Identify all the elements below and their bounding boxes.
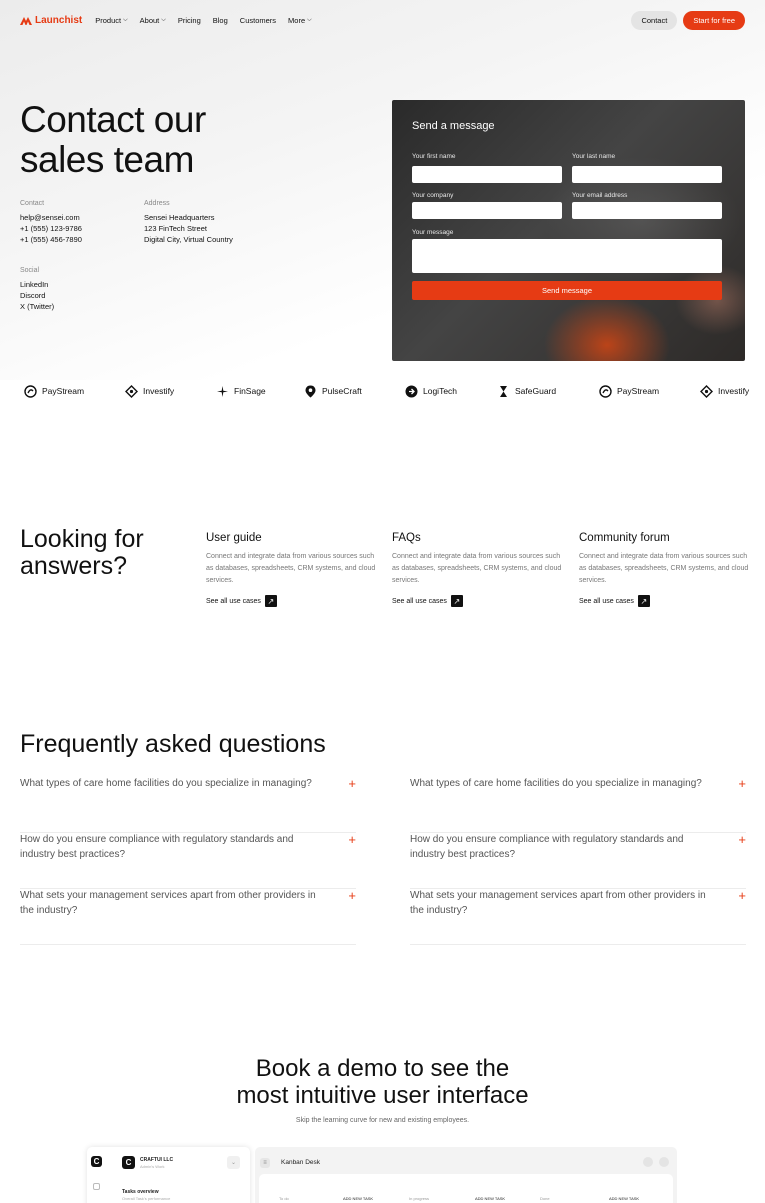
message-label: Your message (412, 229, 454, 236)
plus-icon: + (738, 776, 746, 791)
answers-title-line2: answers? (20, 552, 127, 580)
plus-icon: + (738, 888, 746, 903)
pulsecraft-icon (304, 385, 317, 398)
address-line-3: Digital City, Virtual Country (144, 235, 233, 244)
add-task-button[interactable]: ADD NEW TASK (343, 1196, 374, 1201)
last-name-label: Your last name (572, 153, 616, 160)
craftui-logo-icon: C (91, 1156, 102, 1167)
faq-item[interactable] (410, 889, 746, 945)
launchist-logo-icon (20, 16, 32, 25)
preview-company-sub: Admin’s Work (140, 1164, 165, 1169)
nav-actions (631, 11, 745, 30)
finsage-icon (216, 385, 229, 398)
demo-subtitle: Skip the learning curve for new and existing employees. (295, 1117, 470, 1124)
faq-title: Frequently asked questions (20, 730, 326, 758)
page-title-line1: Contact our (20, 99, 206, 140)
nav-item-blog[interactable]: Blog (212, 15, 228, 25)
faq-question: What sets your management services apart from other providers in the industry? (20, 890, 316, 916)
contact-phone-2[interactable]: +1 (555) 456-7890 (20, 235, 82, 244)
nav-item-about[interactable]: About ⌵ (139, 15, 166, 25)
logo-paystream: PayStream (24, 380, 84, 402)
link-label: See all use cases (392, 597, 447, 605)
preview-tasks-sub: Overall Task’s performance (122, 1196, 171, 1201)
add-task-button[interactable]: ADD NEW TASK (609, 1196, 640, 1201)
company-label: Your company (412, 192, 454, 199)
contact-button[interactable]: Contact (631, 11, 677, 30)
answer-card-user-guide (206, 532, 376, 607)
faq-item[interactable] (20, 777, 356, 833)
social-label: Social (20, 267, 40, 274)
message-field[interactable] (412, 239, 722, 273)
faq-question: How do you ensure compliance with regulatory standards and industry best practices? (410, 834, 684, 860)
address-info (144, 200, 274, 245)
paystream-icon (599, 385, 612, 398)
preview-kanban-title: Kanban Desk (281, 1159, 321, 1166)
camera-icon (93, 1183, 100, 1190)
plus-icon: + (348, 776, 356, 791)
contact-phone-1[interactable]: +1 (555) 123-9786 (20, 224, 82, 233)
contact-label: Contact (20, 200, 45, 207)
see-all-use-cases-link[interactable] (392, 595, 562, 607)
send-message-button[interactable]: Send message (412, 281, 722, 300)
answer-card-faqs (392, 532, 562, 607)
arrow-up-right-icon: ↗ (265, 595, 277, 607)
faq-question: How do you ensure compliance with regulatory standards and industry best practices? (20, 834, 294, 860)
answers-title (20, 526, 144, 580)
contact-form (392, 100, 745, 361)
faq-item[interactable] (410, 833, 746, 889)
settings-icon (643, 1157, 653, 1167)
start-for-free-button[interactable]: Start for free (683, 11, 745, 30)
logo-logitech: LogiTech (405, 380, 457, 402)
nav-item-more[interactable]: More ⌵ (288, 15, 312, 25)
answer-card-description: Connect and integrate data from various sources such as databases, spreadsheets, CRM systems, and cloud services. (392, 553, 562, 584)
arrow-up-right-icon: ↗ (638, 595, 650, 607)
plus-icon: + (348, 888, 356, 903)
email-label: Your email address (572, 192, 628, 199)
logitech-icon (405, 385, 418, 398)
logo-finsage: FinSage (216, 380, 266, 402)
link-label: See all use cases (206, 597, 261, 605)
page-title (20, 100, 350, 180)
logo-investify-2: Investify (700, 380, 749, 402)
chevron-down-icon: ⌵ (123, 16, 128, 23)
notification-icon (659, 1157, 669, 1167)
plus-icon: + (738, 832, 746, 847)
social-link-linkedin[interactable]: LinkedIn (20, 280, 49, 289)
logo-paystream-2: PayStream (599, 380, 659, 402)
chevron-down-icon[interactable]: ⌄ (227, 1156, 240, 1169)
logo-investify: Investify (125, 380, 174, 402)
see-all-use-cases-link[interactable] (579, 595, 749, 607)
answer-card-title: User guide (206, 532, 262, 544)
nav-item-pricing[interactable]: Pricing (177, 15, 201, 25)
top-nav (20, 10, 745, 30)
demo-title (0, 1055, 765, 1109)
brand-logo[interactable] (20, 15, 82, 26)
kanban-col-in-progress: In progress (409, 1196, 430, 1201)
faq-item[interactable] (410, 777, 746, 833)
last-name-field[interactable] (572, 166, 722, 183)
preview-tasks-overview: Tasks overview (122, 1189, 159, 1195)
logo-safeguard: SafeGuard (497, 380, 556, 402)
menu-icon: ≡ (260, 1158, 270, 1168)
first-name-field[interactable] (412, 166, 562, 183)
investify-icon (700, 385, 713, 398)
social-link-x[interactable]: X (Twitter) (20, 302, 55, 311)
brand-name: Launchist (35, 14, 83, 26)
paystream-icon (24, 385, 37, 398)
demo-title-line2: most intuitive user interface (236, 1082, 529, 1109)
social-info (20, 267, 130, 312)
email-field[interactable] (572, 202, 722, 219)
social-link-discord[interactable]: Discord (20, 291, 46, 300)
add-task-button[interactable]: ADD NEW TASK (475, 1196, 506, 1201)
answer-card-title: FAQs (392, 532, 421, 544)
preview-kanban (255, 1147, 677, 1203)
answer-card-description: Connect and integrate data from various sources such as databases, spreadsheets, CRM systems, and cloud services. (579, 553, 749, 584)
preview-sidebar (87, 1147, 250, 1203)
answer-card-title: Community forum (579, 532, 670, 544)
faq-item[interactable] (20, 833, 356, 889)
logo-pulsecraft: PulseCraft (304, 380, 362, 402)
product-preview (87, 1147, 677, 1203)
kanban-col-todo: To do (279, 1196, 289, 1201)
kanban-board (259, 1174, 673, 1203)
nav-links (95, 16, 311, 25)
nav-item-product[interactable]: Product ⌵ (95, 15, 128, 25)
preview-company: CRAFTUI LLC (140, 1157, 174, 1163)
address-label: Address (144, 200, 170, 207)
answer-card-description: Connect and integrate data from various sources such as databases, spreadsheets, CRM systems, and cloud services. (206, 553, 376, 584)
form-title: Send a message (412, 120, 495, 132)
answer-card-community-forum (579, 532, 749, 607)
address-line-1: Sensei Headquarters (144, 213, 215, 222)
chevron-down-icon: ⌵ (307, 16, 312, 23)
plus-icon: + (348, 832, 356, 847)
chevron-down-icon: ⌵ (161, 16, 166, 23)
contact-email[interactable]: help@sensei.com (20, 213, 80, 222)
contact-info (20, 200, 130, 245)
faq-question: What sets your management services apart from other providers in the industry? (410, 890, 706, 916)
see-all-use-cases-link[interactable] (206, 595, 376, 607)
kanban-col-done: Done (540, 1196, 550, 1201)
company-field[interactable] (412, 202, 562, 219)
arrow-up-right-icon: ↗ (451, 595, 463, 607)
investify-icon (125, 385, 138, 398)
faq-question: What types of care home facilities do you specialize in managing? (20, 778, 312, 789)
nav-item-customers[interactable]: Customers (239, 15, 277, 25)
first-name-label: Your first name (412, 153, 456, 160)
faq-question: What types of care home facilities do you specialize in managing? (410, 778, 702, 789)
company-avatar: C (122, 1156, 135, 1169)
faq-item[interactable] (20, 889, 356, 945)
logo-strip (0, 380, 765, 402)
address-line-2: 123 FinTech Street (144, 224, 207, 233)
safeguard-icon (497, 385, 510, 398)
answers-title-line1: Looking for (20, 525, 144, 553)
page-title-line2: sales team (20, 139, 194, 180)
demo-title-line1: Book a demo to see the (255, 1055, 510, 1082)
link-label: See all use cases (579, 597, 634, 605)
